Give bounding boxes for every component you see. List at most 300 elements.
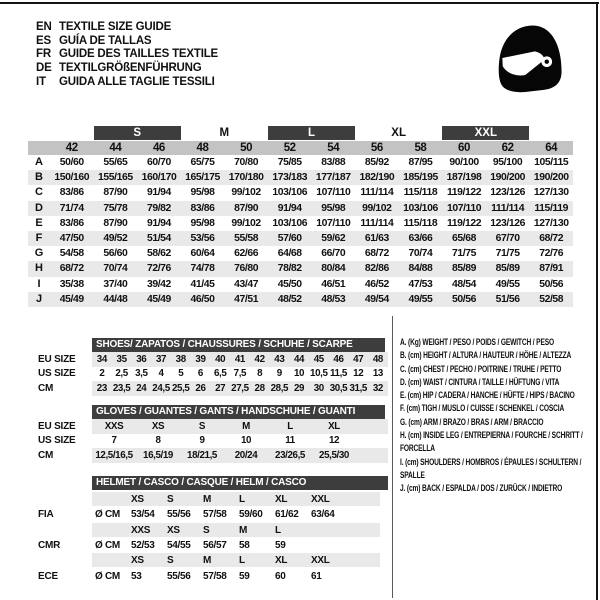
size-value: 43/47 — [234, 278, 259, 290]
size-value: 56/60 — [103, 248, 128, 260]
size-value: 16,5/19 — [143, 449, 173, 461]
row-label: EU SIZE — [38, 420, 76, 432]
size-value: 119/122 — [446, 217, 482, 229]
size-value: 111/114 — [491, 202, 525, 214]
size-value: 75/78 — [103, 202, 128, 214]
row-label: US SIZE — [38, 435, 76, 447]
helmet-sizes-row — [28, 553, 390, 567]
size-group-l: L — [268, 126, 355, 140]
size-value: 190/200 — [533, 172, 569, 184]
size-value: 91/94 — [146, 187, 171, 199]
size-value: 119/122 — [446, 187, 482, 199]
size-column-header: 58 — [414, 142, 427, 154]
size-value: 4 — [158, 368, 164, 380]
size-value: 11,5 — [330, 368, 347, 380]
size-value: 127/130 — [533, 217, 569, 229]
helmet-size-header: M — [203, 493, 212, 505]
standard-label: CMR — [38, 539, 61, 551]
row-cells — [92, 419, 388, 434]
standard-label: ECE — [38, 570, 58, 582]
helmet-size-header: XXL — [311, 493, 330, 505]
size-value: 55/58 — [234, 232, 259, 244]
size-value: 87/91 — [539, 263, 564, 275]
size-value: 25,5 — [172, 382, 190, 394]
size-value: 47/50 — [59, 232, 84, 244]
size-value: 48/54 — [452, 278, 477, 290]
measure-row-a — [28, 155, 573, 170]
size-value: 87/95 — [408, 157, 433, 168]
size-value: 74/78 — [190, 263, 215, 275]
size-value: 26 — [195, 382, 206, 394]
size-value: 115/119 — [534, 202, 568, 214]
shoes-size-table — [28, 338, 390, 396]
size-value: 7,5 — [233, 368, 247, 380]
size-value: 29 — [293, 382, 305, 394]
helmet-size-header: L — [275, 524, 281, 536]
measure-row-j — [28, 292, 573, 307]
size-value: 85/92 — [364, 157, 389, 168]
size-value: 5 — [178, 368, 184, 380]
size-value: 44 — [293, 353, 305, 365]
size-value: 46/52 — [364, 278, 389, 290]
language-title: GUÍA DE TALLAS — [59, 34, 152, 47]
size-value: 72/76 — [539, 248, 564, 260]
size-value: 64/68 — [277, 248, 302, 260]
size-value: 27,5 — [231, 382, 249, 394]
row-letter-label: B — [35, 171, 43, 184]
size-value: 59 — [275, 539, 286, 551]
helmet-values-row — [28, 507, 390, 521]
size-value: 65/75 — [190, 157, 215, 168]
size-value: 37 — [155, 353, 167, 365]
size-value: 62/66 — [234, 248, 259, 260]
clothing-size-table — [28, 126, 573, 307]
row-label: US SIZE — [38, 368, 76, 380]
size-value: 84/88 — [408, 263, 433, 275]
helmet-size-header: XL — [275, 554, 288, 566]
size-value: 67/70 — [495, 232, 520, 244]
size-value: 10,5 — [310, 368, 328, 380]
size-value: 85/89 — [495, 263, 520, 275]
size-value: 3,5 — [135, 368, 148, 380]
table-row — [28, 381, 390, 396]
row-letter-label: D — [35, 201, 43, 214]
row-label: CM — [38, 382, 54, 394]
size-value: 173/183 — [272, 172, 308, 184]
measure-row-b — [28, 170, 573, 185]
size-value: 23,5 — [112, 382, 131, 394]
size-value: 28,5 — [270, 382, 289, 394]
size-value: 103/106 — [272, 187, 308, 199]
size-value: 45/49 — [146, 293, 171, 305]
size-value: 182/190 — [359, 172, 395, 184]
standard-label: FIA — [38, 508, 54, 520]
size-value: 44/48 — [103, 293, 128, 305]
size-value: 83/88 — [321, 157, 346, 168]
size-group-s: S — [94, 126, 181, 140]
size-value: 39 — [195, 353, 206, 365]
measurement-legend — [400, 336, 590, 496]
size-value: 68/72 — [539, 232, 564, 244]
row-cells — [92, 352, 388, 367]
language-code: FR — [36, 48, 51, 61]
size-value: 43 — [274, 353, 285, 365]
size-value: 35/38 — [59, 278, 84, 290]
size-value: 57/60 — [277, 232, 302, 244]
size-group-xl: XL — [391, 127, 406, 139]
size-column-header: 60 — [458, 142, 471, 154]
size-value: 105/115 — [534, 157, 569, 168]
row-letter-label: I — [37, 277, 41, 290]
legend-item: J. (cm) BACK / ESPALDA / DOS / ZURÜCK / INDIETRO — [400, 483, 563, 494]
size-value: XL — [328, 420, 340, 432]
size-value: 48 — [372, 353, 383, 365]
size-value: 13 — [372, 368, 383, 380]
size-column-header: 64 — [545, 142, 558, 154]
table-row — [28, 352, 390, 367]
size-value: 70/74 — [408, 248, 433, 260]
size-value: 60/70 — [146, 157, 171, 168]
table-title-bar: GLOVES / GUANTES / GANTS / HANDSCHUHE / GUANTI — [92, 405, 385, 419]
legend-item: B. (cm) HEIGHT / ALTURA / HAUTEUR / HÖHE / ALTEZZA — [400, 350, 572, 361]
size-value: 150/160 — [54, 172, 90, 184]
diameter-unit-label: Ø CM — [95, 508, 120, 520]
size-value: 165/175 — [185, 172, 220, 184]
size-value: 20/24 — [234, 449, 258, 461]
size-value: 24,5 — [152, 382, 170, 394]
size-value: 47/51 — [234, 293, 259, 305]
size-value: 40 — [215, 353, 226, 365]
size-value: 61/63 — [364, 232, 389, 244]
size-group-header-row — [28, 126, 573, 140]
size-value: 78/82 — [277, 263, 302, 275]
size-value: 95/98 — [190, 217, 215, 229]
size-value: 30 — [313, 382, 324, 394]
size-column-header: 54 — [327, 142, 340, 154]
size-value: 87/90 — [234, 202, 259, 214]
measure-row-i — [28, 277, 573, 292]
size-value: 51/54 — [146, 232, 171, 244]
size-value: 83/86 — [190, 202, 215, 214]
row-cells — [92, 492, 380, 506]
size-value: 7 — [111, 435, 117, 447]
size-value: 8 — [257, 368, 263, 380]
language-title: TEXTILGRÖßENFÜHRUNG — [59, 62, 202, 75]
language-title: GUIDA ALLE TAGLIE TESSILI — [59, 76, 215, 89]
size-value: 52/53 — [131, 539, 155, 551]
size-value: XS — [151, 420, 165, 432]
language-code: IT — [36, 76, 46, 89]
size-value: 111/114 — [360, 217, 394, 229]
language-row — [36, 61, 218, 75]
size-value: 45 — [313, 353, 324, 365]
size-value: 66/70 — [321, 248, 346, 260]
table-row — [28, 448, 390, 463]
size-value: 39/42 — [146, 278, 171, 290]
size-value: 55/56 — [167, 508, 191, 520]
language-row — [36, 48, 218, 62]
size-value: 83/86 — [59, 187, 84, 199]
size-value: 31,5 — [349, 382, 367, 394]
size-value: 6,5 — [213, 368, 227, 380]
size-value: 47 — [353, 353, 364, 365]
legend-item: I. (cm) SHOULDERS / HOMBROS / ÉPAULES / SCHULTERN / SPALLE — [400, 456, 582, 480]
size-value: 63/66 — [408, 232, 433, 244]
legend-divider-rule — [392, 316, 393, 598]
size-value: 170/180 — [228, 172, 264, 184]
size-value: 35 — [116, 353, 127, 365]
table-title-bar: HELMET / CASCO / CASQUE / HELM / CASCO — [92, 476, 388, 490]
size-value: 48/52 — [277, 293, 302, 305]
measure-row-f — [28, 231, 573, 246]
size-value: 50/56 — [539, 278, 564, 290]
language-title: GUIDE DES TAILLES TEXTILE — [59, 48, 218, 61]
size-group-xxl: XXL — [442, 126, 529, 140]
language-row — [36, 34, 218, 48]
size-value: 49/52 — [103, 232, 128, 244]
size-header-spacer — [28, 141, 50, 155]
size-value: 87/90 — [103, 187, 128, 199]
size-value: 61/62 — [275, 508, 299, 520]
helmet-size-header: XXS — [131, 524, 151, 536]
size-value: 12 — [353, 368, 364, 380]
size-column-header: 44 — [109, 142, 122, 154]
size-value: 70/80 — [234, 157, 259, 168]
row-cells — [92, 448, 388, 463]
size-value: 115/118 — [403, 187, 438, 199]
row-label: EU SIZE — [38, 353, 76, 365]
size-value: 49/55 — [495, 278, 520, 290]
language-row — [36, 75, 218, 89]
helmet-size-header: M — [203, 554, 212, 566]
row-label: CM — [38, 449, 54, 461]
helmet-size-header: XXL — [311, 554, 330, 566]
size-value: 10 — [240, 435, 252, 447]
helmet-size-header: XS — [167, 524, 180, 536]
measure-row-c — [28, 185, 573, 200]
size-value: 91/94 — [146, 217, 171, 229]
helmet-size-header: XS — [131, 493, 144, 505]
size-value: 54/55 — [167, 539, 191, 551]
size-value: 46/51 — [321, 278, 346, 290]
row-letter-label: A — [35, 156, 43, 168]
helmet-size-header: S — [167, 554, 174, 566]
size-value: 37/40 — [103, 278, 128, 290]
size-value: 60/64 — [190, 248, 215, 260]
size-value: 190/200 — [490, 172, 525, 184]
legend-item: C. (cm) CHEST / PECHO / POITRINE / TRUHE / PETTO — [400, 363, 562, 374]
size-value: 60 — [275, 570, 286, 582]
size-column-header: 48 — [196, 142, 209, 154]
size-value: 65/68 — [452, 232, 477, 244]
size-value: 107/110 — [316, 217, 351, 229]
size-value: 87/90 — [103, 217, 128, 229]
size-value: 71/75 — [452, 248, 477, 260]
size-value: 24 — [136, 382, 147, 394]
row-cells — [92, 507, 380, 521]
size-value: 83/86 — [59, 217, 84, 229]
size-value: 79/82 — [146, 202, 171, 214]
size-value: 80/84 — [321, 263, 346, 275]
size-value: 123/126 — [490, 187, 525, 199]
size-value: 123/126 — [490, 217, 525, 229]
language-code: ES — [36, 34, 51, 47]
size-value: 6 — [197, 368, 203, 380]
helmet-size-header: L — [239, 554, 245, 566]
size-value: 28 — [254, 382, 265, 394]
size-value: 103/106 — [403, 202, 438, 214]
helmet-sizes-row — [28, 523, 390, 537]
size-column-header: 62 — [501, 142, 514, 154]
size-value: 59 — [239, 570, 250, 582]
size-value: 32 — [372, 382, 383, 394]
measure-row-g — [28, 246, 573, 261]
language-code: EN — [36, 20, 52, 33]
row-cells — [92, 553, 380, 567]
size-value: 8 — [155, 435, 161, 447]
row-cells — [92, 367, 388, 382]
size-value: 52/58 — [539, 293, 564, 305]
size-value: 95/100 — [492, 157, 523, 168]
table-row — [28, 367, 390, 382]
diameter-unit-label: Ø CM — [95, 539, 120, 551]
size-value: 107/110 — [316, 187, 351, 199]
row-letter-label: C — [35, 186, 43, 199]
size-value: 11 — [285, 435, 295, 447]
size-value: 10 — [293, 368, 305, 380]
table-row — [28, 434, 390, 449]
size-value: 30,5 — [329, 382, 348, 394]
size-value: 58/62 — [146, 248, 171, 260]
size-value: 177/187 — [315, 172, 351, 184]
size-value: 99/102 — [362, 202, 392, 214]
row-cells — [92, 434, 388, 449]
size-value: S — [198, 420, 206, 432]
table-title-bar: SHOES/ ZAPATOS / CHAUSSURES / SCHUHE / SCARPE — [92, 338, 385, 352]
measurement-rows — [28, 155, 573, 307]
size-value: 160/170 — [141, 172, 177, 184]
size-value: 54/58 — [59, 248, 84, 260]
top-border-rule — [0, 2, 599, 4]
helmet-values-row — [28, 569, 390, 583]
gloves-size-table — [28, 405, 390, 463]
row-letter-label: F — [35, 231, 43, 244]
size-value: 71/75 — [495, 248, 520, 260]
size-group-m: M — [219, 127, 230, 139]
size-value: 72/76 — [146, 263, 171, 275]
size-value: 107/110 — [446, 202, 482, 214]
size-value: 55/56 — [167, 570, 191, 582]
size-value: 127/130 — [533, 187, 569, 199]
helmet-size-header: S — [167, 493, 174, 505]
size-value: 71/74 — [59, 202, 84, 214]
size-value: 9 — [199, 435, 205, 447]
size-value: 46/50 — [190, 293, 215, 305]
size-value: 41 — [234, 353, 245, 365]
size-value: 49/54 — [364, 293, 389, 305]
size-value: 50/56 — [452, 293, 477, 305]
size-value: 70/74 — [103, 263, 128, 275]
size-value: 51/56 — [495, 293, 520, 305]
size-value: 75/85 — [277, 157, 302, 168]
measure-row-e — [28, 216, 573, 231]
legend-item: G. (cm) ARM / BRAZO / BRAS / ARM / BRACCIO — [400, 416, 544, 427]
size-value: 99/102 — [231, 217, 261, 229]
size-value: 57/58 — [203, 508, 227, 520]
size-value: 41/45 — [190, 278, 215, 290]
size-value: M — [242, 420, 250, 432]
legend-item: D. (cm) WAIST / CINTURA / TAILLE / HÜFTUNG / VITA — [400, 376, 560, 387]
size-value: 59/62 — [321, 232, 346, 244]
size-value: 63/64 — [311, 508, 335, 520]
size-value: 90/100 — [449, 157, 479, 168]
size-value: 68/72 — [364, 248, 389, 260]
row-letter-label: H — [35, 262, 43, 275]
size-value: 95/98 — [190, 187, 215, 199]
size-value: 111/114 — [360, 187, 394, 199]
size-value: 68/72 — [59, 263, 84, 275]
language-row — [36, 20, 218, 34]
size-value: 76/80 — [234, 263, 259, 275]
diameter-unit-label: Ø CM — [95, 570, 120, 582]
legend-item: H. (cm) INSIDE LEG / ENTREPIERNA / FOURCHE / SCHRITT / FORCELLA — [400, 430, 583, 454]
size-value: 53/56 — [190, 232, 215, 244]
size-value: 99/102 — [231, 187, 261, 199]
size-column-header: 42 — [65, 142, 78, 154]
helmet-values-row — [28, 538, 390, 552]
row-cells — [92, 538, 380, 552]
size-value: 2,5 — [115, 368, 128, 380]
table-row — [28, 419, 390, 434]
size-value: 36 — [136, 353, 147, 365]
size-value: 103/106 — [272, 217, 308, 229]
right-border-rule — [596, 2, 598, 600]
size-value: 23 — [96, 382, 107, 394]
row-letter-label: E — [35, 216, 43, 229]
size-column-header: 50 — [240, 142, 253, 154]
language-title: TEXTILE SIZE GUIDE — [59, 20, 172, 33]
size-value: 57/58 — [203, 570, 227, 582]
helmet-size-header: L — [239, 493, 245, 505]
row-letter-label: G — [34, 247, 44, 260]
size-value: 47/53 — [408, 278, 433, 290]
helmet-size-header: M — [239, 524, 248, 536]
size-value: 25,5/30 — [319, 449, 349, 461]
language-title-block — [36, 20, 218, 89]
helmet-size-header: XS — [131, 554, 144, 566]
size-column-header: 52 — [283, 142, 296, 154]
size-column-header: 46 — [152, 142, 165, 154]
size-value: 115/118 — [403, 217, 438, 229]
row-cells — [92, 569, 380, 583]
size-value: XXS — [104, 420, 124, 432]
helmet-size-table — [28, 476, 390, 583]
size-value: 23/26,5 — [275, 449, 305, 461]
size-value: 58 — [239, 539, 250, 551]
helmet-size-header: S — [203, 524, 210, 536]
size-number-header-row — [28, 141, 573, 155]
helmet-sizes-row — [28, 492, 390, 506]
size-value: 61 — [311, 570, 322, 582]
size-value: 34 — [96, 353, 107, 365]
size-value: 82/86 — [364, 263, 389, 275]
measure-row-h — [28, 261, 573, 276]
size-column-header: 56 — [370, 142, 383, 154]
helmet-size-header: XL — [275, 493, 288, 505]
language-code: DE — [36, 62, 52, 75]
size-value: 187/198 — [446, 172, 482, 184]
size-value: 42 — [254, 353, 265, 365]
